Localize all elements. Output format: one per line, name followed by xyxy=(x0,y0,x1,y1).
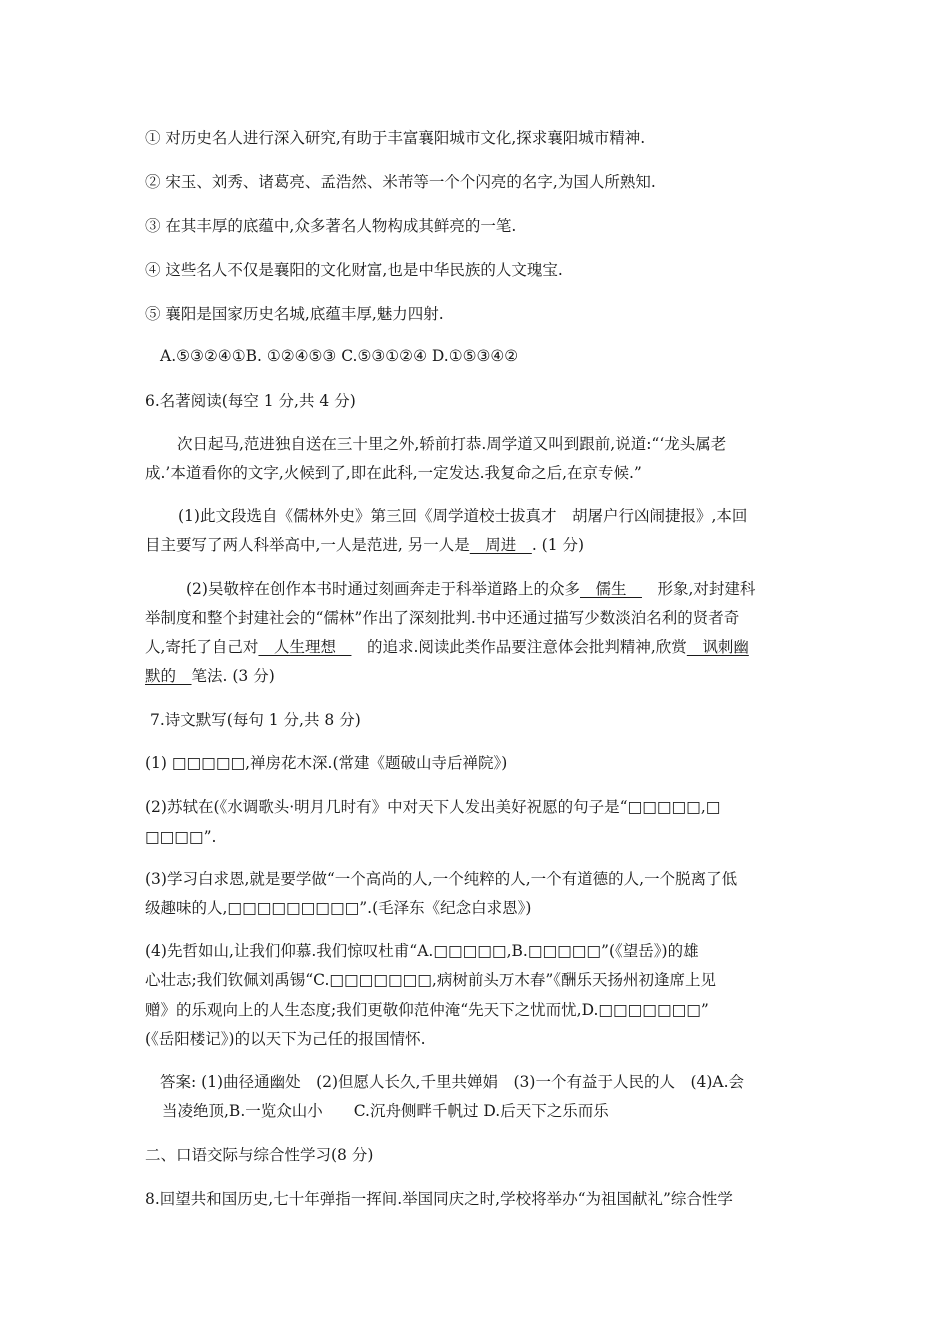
q7-item-4-line-4: (《岳阳楼记》)的以天下为己任的报国情怀. xyxy=(145,1030,426,1048)
q7-item-4-line-2: 心壮志;我们钦佩刘禹锡“C.□□□□□□□,病树前头万木春”《酬乐天扬州初逢席上见 xyxy=(145,971,716,989)
q6-part2-points: 笔法. (3 分) xyxy=(191,667,275,685)
q7-item-3-line-1: (3)学习白求恩,就是要学做“一个高尚的人,一个纯粹的人,一个有道德的人,一个脱离了低 xyxy=(145,870,738,888)
q7-answer-line-1: 答案: (1)曲径通幽处 (2)但愿人长久,千里共婵娟 (3)一个有益于人民的人 (4)A.会 xyxy=(160,1073,745,1091)
q7-item-2-line-1: (2)苏轼在(《水调歌头·明月几时有》中对天下人发出美好祝愿的句子是“□□□□□,□ xyxy=(145,798,721,816)
q6-part2-answer-3a: 讽刺幽 xyxy=(686,638,749,656)
q6-heading: 6.名著阅读(每空 1 分,共 4 分) xyxy=(145,392,356,410)
q6-part2-answer-3b: 默的 xyxy=(145,667,192,685)
q6-part2-line-3 xyxy=(145,637,749,657)
q6-part2-answer-1: 儒生 xyxy=(579,580,642,598)
q6-part1-text: 目主要写了两人科举高中,一人是范进, 另一人是 xyxy=(145,536,470,554)
option-5: ⑤ 襄阳是国家历史名城,底蕴丰厚,魅力四射. xyxy=(145,305,444,323)
q6-passage-line-2: 成.’本道看你的文字,火候到了,即在此科,一定发达.我复命之后,在京专候.” xyxy=(145,464,642,482)
option-1: ① 对历史名人进行深入研究,有助于丰富襄阳城市文化,探求襄阳城市精神. xyxy=(145,129,646,147)
q7-item-1: (1) □□□□□,禅房花木深.(常建《题破山寺后禅院》) xyxy=(145,754,508,772)
q7-answer-line-2: 当凌绝顶,B.一览众山小 C.沉舟侧畔千帆过 D.后天下之乐而乐 xyxy=(162,1102,609,1120)
option-3: ③ 在其丰厚的底蕴中,众多著名人物构成其鲜亮的一笔. xyxy=(145,217,517,235)
q6-part2-line-4 xyxy=(145,666,275,686)
q8-line-1: 8.回望共和国历史,七十年弹指一挥间.举国同庆之时,学校将举办“为祖国献礼”综合性学 xyxy=(145,1190,733,1208)
q6-part1-line-2 xyxy=(145,535,584,555)
q6-passage-line-1: 次日起马,范进独自送在三十里之外,轿前打恭.周学道又叫到跟前,说道:“‘龙头属老 xyxy=(177,435,727,453)
section-2-heading: 二、口语交际与综合性学习(8 分) xyxy=(145,1146,374,1164)
q7-heading: 7.诗文默写(每句 1 分,共 8 分) xyxy=(150,711,361,729)
q7-item-2-line-2: □□□□”. xyxy=(145,828,217,846)
q7-item-4-line-3: 赠》的乐观向上的人生态度;我们更敬仰范仲淹“先天下之忧而忧,D.□□□□□□□” xyxy=(145,1001,709,1019)
q6-part2-line3-mid: 的追求.阅读此类作品要注意体会批判精神,欣赏 xyxy=(351,638,687,656)
q6-part2-answer-2: 人生理想 xyxy=(258,638,352,656)
option-4: ④ 这些名人不仅是襄阳的文化财富,也是中华民族的人文瑰宝. xyxy=(145,261,563,279)
q6-part2-line3-text: 人,寄托了自己对 xyxy=(145,638,259,656)
q6-part2-text-cont: 形象,对封建科 xyxy=(641,580,756,598)
q6-part2-text: (2)吴敬梓在创作本书时通过刻画奔走于科举道路上的众多 xyxy=(186,580,580,598)
option-2: ② 宋玉、刘秀、诸葛亮、孟浩然、米芾等一个个闪亮的名字,为国人所熟知. xyxy=(145,173,656,191)
q6-part1-line-1: (1)此文段选自《儒林外史》第三回《周学道校士拔真才 胡屠户行凶闹捷报》,本回 xyxy=(178,507,748,525)
q6-part2-line-2: 举制度和整个封建社会的“儒林”作出了深刻批判.书中还通过描写少数淡泊名利的贤者奇 xyxy=(145,609,740,627)
q7-item-3-line-2: 级趣味的人,□□□□□□□□□”.(毛泽东《纪念白求恩》) xyxy=(145,899,532,917)
q7-item-4-line-1: (4)先哲如山,让我们仰慕.我们惊叹杜甫“A.□□□□□,B.□□□□□”(《望岳》)的雄 xyxy=(145,942,699,960)
q6-part1-answer: 周进 xyxy=(469,536,532,554)
q6-part2-line-1 xyxy=(186,579,755,599)
answer-choices: A.⑤③②④①B. ①②④⑤③ C.⑤③①②④ D.①⑤③④② xyxy=(160,347,519,365)
q6-part1-points: . (1 分) xyxy=(531,536,585,554)
